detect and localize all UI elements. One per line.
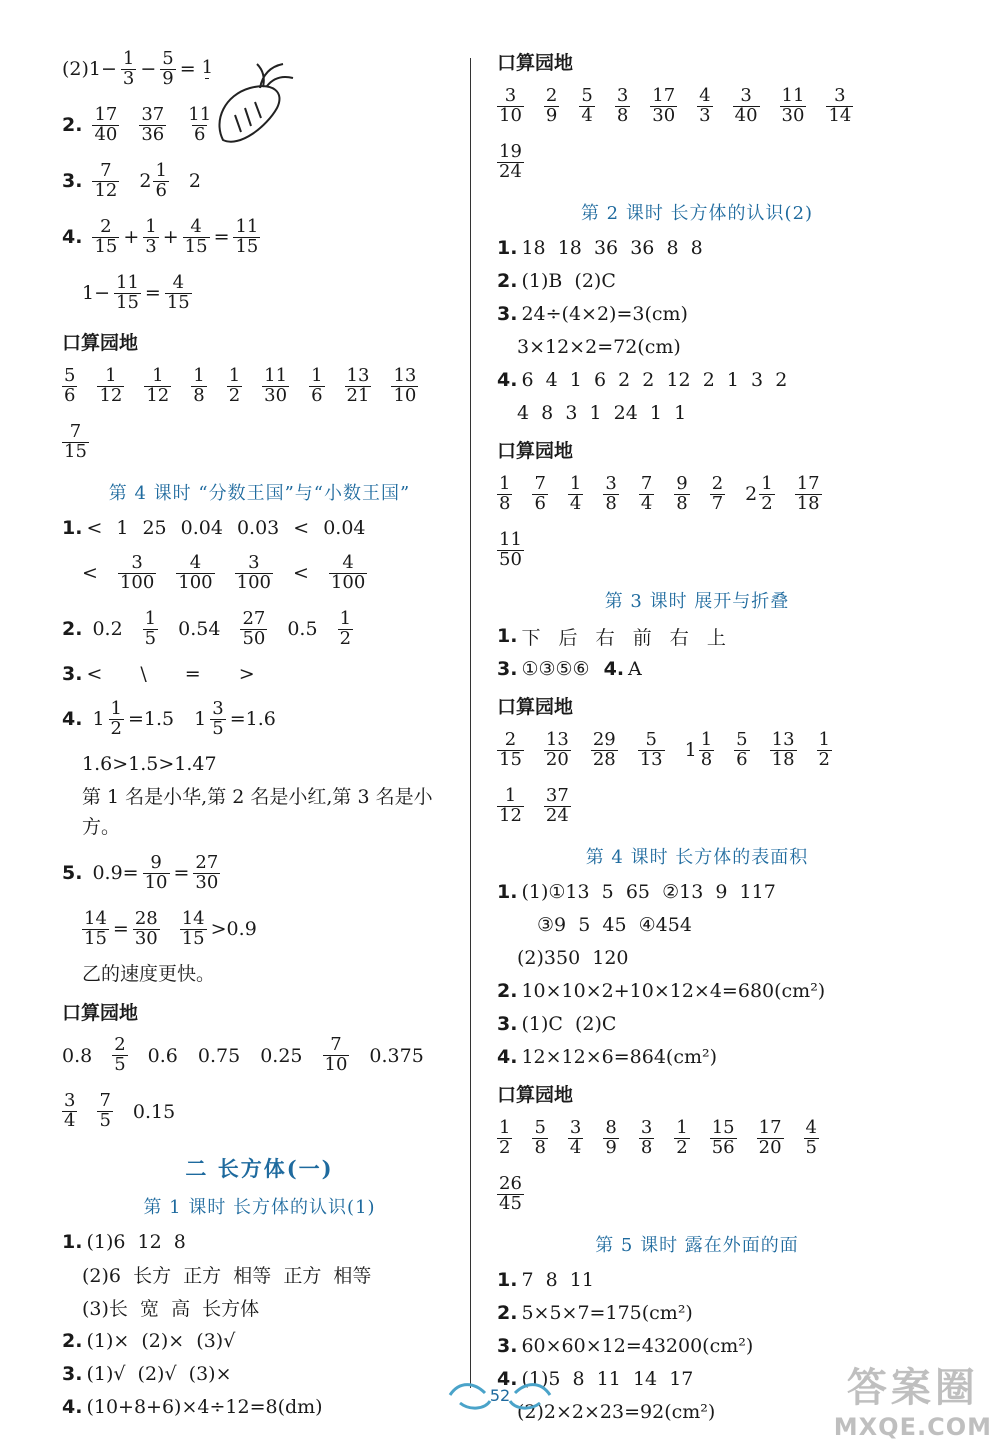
- fraction: $\frac{1}{8}$: [499, 472, 511, 514]
- fraction: $\frac{8}{9}$: [605, 1116, 617, 1158]
- fraction: $\frac{4}{3}$: [699, 84, 711, 126]
- question-2: 2. (1)B (2)C: [497, 270, 616, 292]
- right-column: [497, 40, 897, 1430]
- fraction: $\frac{7}{12}$: [94, 159, 118, 201]
- fraction-row: [62, 359, 457, 413]
- question-number: 4.: [62, 226, 83, 248]
- lesson-title: 第 1 课时 长方体的认识(1): [143, 1196, 376, 1218]
- question-number: 2.: [497, 1302, 518, 1324]
- question-1: 1. 下 后 右 前 右 上: [497, 625, 728, 649]
- fraction: $\frac{19}{24}$: [499, 140, 522, 182]
- text: =: [179, 58, 196, 80]
- fraction: $\frac{13}{20}$: [545, 728, 569, 770]
- question-4: [62, 210, 457, 264]
- fraction: $\frac{1}{5}$: [144, 607, 157, 649]
- fraction: $\frac{3}{8}$: [616, 84, 629, 126]
- question-3: 3. (1)C (2)C: [497, 1013, 617, 1035]
- column-divider: [470, 58, 471, 1388]
- fraction: $\frac{1}{8}$: [193, 364, 205, 406]
- question-3: 3. < \ = >: [62, 663, 255, 685]
- fraction: $\frac{1}{3}$: [122, 47, 135, 89]
- fraction: $\frac{1}{2}$: [818, 728, 830, 770]
- fraction: $\frac{17}{30}$: [652, 84, 676, 126]
- fraction: $\frac{17}{18}$: [796, 472, 820, 514]
- expression: [62, 47, 215, 89]
- carrot-doodle-icon: [205, 60, 295, 155]
- question-4-line-2: [62, 266, 457, 320]
- fraction: $\frac{3}{100}$: [236, 551, 271, 593]
- question-number: 2.: [497, 270, 518, 292]
- fraction: $\frac{4}{5}$: [805, 1116, 817, 1158]
- question-number: 3.: [497, 1335, 518, 1357]
- fraction: $\frac{2}{7}$: [711, 472, 724, 514]
- fraction: $\frac{13}{21}$: [346, 364, 370, 406]
- section-heading: 口算园地: [62, 332, 139, 354]
- question-2: 2. 0.2 $\frac{1}{5}$ 0.54 $\frac{27}{50}$ 0.5 $\frac{1}{2}$: [62, 607, 352, 649]
- question-number: 3.: [497, 1013, 518, 1035]
- question-number: 3.: [62, 170, 83, 192]
- fraction: $\frac{29}{28}$: [592, 728, 616, 770]
- fraction: $\frac{2}{9}$: [545, 84, 558, 126]
- question-1: 1. 7 8 11: [497, 1269, 594, 1291]
- question-1: 1. (1)①13 5 65 ②13 9 117: [497, 881, 776, 903]
- question-number: 4.: [603, 658, 625, 680]
- watermark-text: 答案圈: [846, 1365, 979, 1411]
- question-5: [62, 846, 457, 900]
- section-heading: 口算园地: [62, 1001, 139, 1024]
- section-heading: 口算园地: [497, 1084, 574, 1106]
- fraction: $\frac{3}{10}$: [499, 84, 522, 126]
- question-number: 2.: [62, 1329, 83, 1352]
- mixed-number: 2 $\frac{1}{6}$: [139, 159, 167, 201]
- fraction-row: $\frac{3}{4}$ $\frac{7}{5}$ 0.15: [64, 1090, 176, 1132]
- question-2: 2. 5×5×7=175(cm²): [497, 1302, 693, 1324]
- lesson-title: 第 4 课时 长方体的表面积: [585, 847, 809, 868]
- fraction-row: [497, 1111, 897, 1165]
- fraction: $\frac{27}{50}$: [242, 607, 266, 649]
- fraction: $\frac{26}{45}$: [499, 1172, 522, 1214]
- lesson-title: 第 5 课时 露在外面的面: [595, 1235, 799, 1256]
- fraction: $\frac{7}{6}$: [534, 472, 546, 514]
- section-heading: 口算园地: [497, 52, 574, 74]
- question-number: 1.: [62, 1230, 83, 1253]
- fraction: $\frac{5}{6}$: [736, 728, 748, 770]
- fraction-row: [497, 79, 897, 133]
- question-number: 4.: [497, 1046, 518, 1068]
- watermark-url: MXQE.COM: [833, 1413, 992, 1441]
- fraction: $\frac{1}{6}$: [311, 364, 323, 406]
- question-number: 4.: [497, 369, 518, 391]
- section-heading: 口算园地: [497, 696, 574, 718]
- question-number: 3.: [62, 1362, 83, 1385]
- expression: 1− $\frac{11}{15}$ = $\frac{4}{15}$: [82, 271, 190, 313]
- fraction-row: [497, 723, 897, 777]
- fraction: $\frac{4}{100}$: [330, 551, 366, 593]
- fraction: $\frac{2}{15}$: [499, 728, 522, 770]
- section-heading: 口算园地: [497, 440, 574, 462]
- question-5-line-2: [62, 902, 457, 956]
- fraction: $\frac{1}{4}$: [569, 472, 582, 514]
- answer-text: (3)长 宽 高 长方体: [82, 1298, 260, 1321]
- question-number: 3.: [62, 663, 83, 685]
- fraction-row: 0.8 $\frac{2}{5}$ 0.6 0.75 0.25 $\frac{7}{10}$ 0.375: [62, 1034, 424, 1076]
- fraction: $\frac{1}{12}$: [146, 364, 170, 406]
- fraction-row: [497, 135, 897, 189]
- fraction: $\frac{1}{2}$: [228, 364, 241, 406]
- question-4: 4. (1)5 8 11 14 17: [497, 1368, 694, 1390]
- fraction-row: [497, 1167, 897, 1221]
- fraction: $\frac{4}{100}$: [178, 551, 213, 593]
- expression: 1 $\frac{3}{5}$ =1.6: [194, 697, 276, 739]
- fraction: $\frac{1}{12}$: [99, 364, 123, 406]
- question-number: 3.: [497, 303, 518, 325]
- fraction: $\frac{3}{4}$: [569, 1116, 582, 1158]
- answer-text: 第 1 名是小华,第 2 名是小红,第 3 名是小方。: [82, 786, 433, 838]
- fraction: $\frac{11}{30}$: [781, 84, 805, 126]
- page-number: 52: [489, 1386, 511, 1405]
- fraction: $\frac{7}{15}$: [64, 420, 87, 462]
- question-number: 1.: [497, 881, 518, 903]
- fraction: $\frac{5}{13}$: [639, 728, 663, 770]
- answer-text: ③9 5 45 ④454: [537, 914, 692, 936]
- question-1: 1. < 1 25 0.04 0.03 < 0.04: [62, 517, 366, 539]
- lesson-title: 第 4 课时 “分数王国”与“小数王国”: [108, 483, 411, 504]
- text: −: [140, 58, 157, 80]
- text: (2)1−: [62, 58, 117, 80]
- lesson-title: 第 2 课时 长方体的认识(2): [580, 203, 814, 224]
- fraction: $\frac{3}{100}$: [119, 551, 155, 593]
- fraction: $\frac{37}{24}$: [545, 784, 569, 826]
- answer-text: 1.6>1.5>1.47: [82, 753, 217, 775]
- fraction: $\frac{11}{6}$: [188, 103, 212, 145]
- chapter-title: 二 长方体(一): [185, 1155, 334, 1181]
- fraction: $\frac{5}{6}$: [64, 364, 76, 406]
- answer-text: (2)350 120: [517, 947, 629, 969]
- fraction: $\frac{7}{10}$: [324, 1034, 348, 1076]
- fraction: 1: [201, 57, 214, 79]
- fraction: $\frac{11}{50}$: [499, 528, 522, 570]
- answer-text: (2)2×2×23=92(cm²): [517, 1401, 716, 1423]
- answer-text: 乙的速度更快。: [82, 963, 216, 986]
- expression: $\frac{2}{15}$ + $\frac{1}{3}$ + $\frac{4}{15}$ = $\frac{11}{15}$: [94, 215, 259, 257]
- question-4: 4. 12×12×6=864(cm²): [497, 1046, 718, 1068]
- fraction-row: [497, 467, 897, 521]
- expression: 1 $\frac{1}{2}$ =1.5: [92, 697, 175, 739]
- expression: $\frac{14}{15}$ = $\frac{28}{30}$: [84, 907, 158, 949]
- fraction: $\frac{13}{10}$: [393, 364, 417, 406]
- answer-text: 4 8 3 1 24 1 1: [517, 402, 687, 424]
- question-2: 2. (1)× (2)× (3)√: [62, 1329, 236, 1352]
- expression: $\frac{14}{15}$ >0.9: [181, 907, 257, 949]
- fraction: $\frac{1}{12}$: [499, 784, 522, 826]
- fraction: $\frac{5}{9}$: [162, 47, 174, 89]
- watermark: [834, 1356, 992, 1441]
- question-3-4: 3. ①③⑤⑥ 4. A: [497, 658, 642, 680]
- fraction-row: [62, 415, 457, 469]
- question-3: 3. 60×60×12=43200(cm²): [497, 1335, 754, 1357]
- question-number: 4.: [497, 1368, 518, 1390]
- fraction: $\frac{17}{40}$: [94, 103, 118, 145]
- fraction: $\frac{11}{30}$: [264, 364, 288, 406]
- question-3: [62, 154, 457, 208]
- fraction: $\frac{3}{8}$: [605, 472, 617, 514]
- lesson-title: 第 3 课时 展开与折叠: [604, 591, 790, 612]
- question-3: 3. 24÷(4×2)=3(cm): [497, 303, 688, 325]
- question-3: 3. (1)√ (2)√ (3)×: [62, 1362, 232, 1385]
- fraction: $\frac{7}{5}$: [99, 1090, 111, 1132]
- question-number: 2.: [62, 114, 83, 136]
- question-number: 3.: [497, 658, 518, 680]
- question-1: 1. (1)6 12 8: [62, 1230, 186, 1253]
- question-number: 1.: [497, 1269, 518, 1291]
- fraction: $\frac{15}{56}$: [711, 1116, 735, 1158]
- question-4: [62, 692, 457, 746]
- fraction-row: [497, 523, 897, 577]
- question-number: 2.: [497, 980, 518, 1002]
- question-1: 1. 18 18 36 36 8 8: [497, 237, 703, 259]
- expression: 0.9= $\frac{9}{10}$ = $\frac{27}{30}$: [92, 851, 219, 893]
- question-number: 1.: [62, 517, 83, 539]
- question-number: 4.: [62, 708, 83, 730]
- fraction: $\frac{3}{40}$: [734, 84, 758, 126]
- page-number-badge: [440, 1375, 560, 1415]
- fraction: $\frac{3}{14}$: [828, 84, 852, 126]
- left-column: [62, 40, 457, 1425]
- mixed-number: 2 $\frac{1}{2}$: [745, 472, 773, 514]
- fraction: $\frac{9}{8}$: [676, 472, 688, 514]
- question-2: 2. 10×10×2+10×12×4=680(cm²): [497, 980, 826, 1002]
- fraction: $\frac{1}{2}$: [676, 1116, 688, 1158]
- question-number: 5.: [62, 862, 83, 885]
- question-4: 4. 6 4 1 6 2 2 12 2 1 3 2: [497, 369, 788, 391]
- question-1-line-2: < $\frac{3}{100}$ $\frac{4}{100}$ $\frac{3}{100}$ < $\frac{4}{100}$: [82, 551, 366, 593]
- mixed-number: 1 $\frac{1}{8}$: [684, 728, 713, 770]
- answer-text: (2)6 长方 正方 相等 正方 相等: [82, 1265, 372, 1288]
- fraction: $\frac{7}{4}$: [640, 472, 653, 514]
- fraction: $\frac{1}{2}$: [499, 1116, 511, 1158]
- fraction: $\frac{3}{8}$: [640, 1116, 653, 1158]
- fraction: $\frac{37}{36}$: [141, 103, 165, 145]
- fraction: $\frac{5}{8}$: [534, 1116, 546, 1158]
- answer-text: 3×12×2=72(cm): [517, 336, 681, 358]
- question-number: 4.: [62, 1395, 83, 1418]
- fraction: $\frac{17}{20}$: [758, 1116, 782, 1158]
- fraction: $\frac{1}{2}$: [339, 607, 352, 649]
- question-number: 1.: [497, 625, 518, 647]
- fraction: $\frac{5}{4}$: [581, 84, 593, 126]
- fraction-row: [497, 779, 897, 833]
- fraction: $\frac{3}{4}$: [64, 1090, 76, 1132]
- question-number: 1.: [497, 237, 518, 259]
- fraction: $\frac{2}{5}$: [114, 1034, 126, 1076]
- question-4: 4. (10+8+6)×4÷12=8(dm): [62, 1395, 323, 1418]
- fraction: $\frac{13}{18}$: [771, 728, 795, 770]
- question-number: 2.: [62, 618, 83, 640]
- text: 2: [188, 170, 201, 192]
